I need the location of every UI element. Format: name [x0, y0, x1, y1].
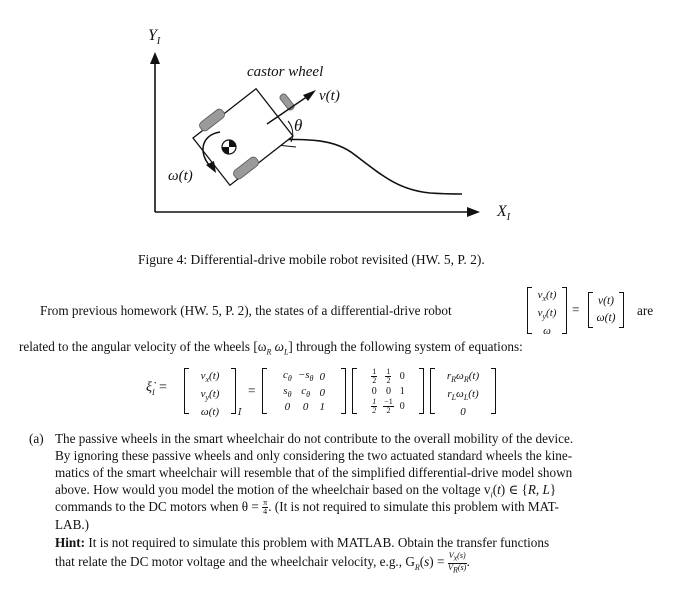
part-a-line5: commands to the DC motors when θ = $\frac{\pi}{4}$ . (It is not required to simulate this problem with MAT-	[55, 498, 559, 517]
paragraph-intro: From previous homework (HW. 5, P. 2), the states of a differential-drive robot	[40, 303, 452, 318]
y-axis-arrow	[150, 52, 160, 64]
part-a-line3: matics of the smart wheelchair will resemble that of the simplified differential-drive model shown	[55, 465, 573, 480]
rotation-matrix: $c_\theta$ $-s_\theta$ 0 $s_\theta$ $c_\theta$ 0 0 0 1	[262, 368, 346, 414]
equals-sign-2: =	[248, 383, 256, 398]
theta-label: θ	[294, 116, 303, 135]
state-vector: $v_x(t)$ $v_y(t)$ ω	[527, 287, 567, 334]
xi-dot-label: $\xi̇_I$ =	[146, 380, 168, 397]
omega-label: ω(t)	[168, 168, 193, 184]
hint-line1: Hint: It is not required to simulate this problem with MATLAB. Obtain the transfer functions	[55, 535, 550, 550]
robot-center-icon	[222, 140, 236, 154]
part-a-line2: By ignoring these passive wheels and only considering the two actuated standard wheels the kine-	[55, 448, 573, 463]
castor-wheel	[279, 93, 296, 111]
y-axis-label: $Y_I$	[148, 27, 161, 48]
word-are: are	[637, 303, 654, 318]
hint-label: Hint:	[55, 535, 86, 550]
robot-figure	[0, 0, 686, 240]
paragraph-line2: related to the angular velocity of the wheels [$\omega_R$ $\omega_L$] through the following system of equations:	[19, 339, 523, 357]
equals-sign-1: =	[572, 302, 580, 317]
xi-subscript: I	[238, 408, 242, 418]
velocity-label: v(t)	[319, 88, 340, 104]
part-a-line4: above. How would you model the motion of the wheelchair based on the voltage $v_i(t)$ ∈ {R, L}	[55, 482, 557, 500]
xi-vector: $v_x(t)$ $v_y(t)$ ω(t)	[184, 368, 236, 414]
part-a-label: (a)	[29, 431, 44, 446]
x-axis-label: $X_I$	[497, 203, 511, 224]
state-vector-rhs: v(t) ω(t)	[588, 292, 624, 328]
part-a-line6: LAB.)	[55, 517, 90, 532]
wheel-matrix: $\frac{1}{2}$ $\frac{1}{2}$ 0 0 0 1 $\frac{1}{2}$ $\frac{-1}{2}$ 0	[352, 368, 424, 414]
x-axis-arrow	[467, 207, 480, 217]
part-a-line1: The passive wheels in the smart wheelchair do not contribute to the overall mobility of the device.	[55, 431, 574, 446]
castor-label: castor wheel	[247, 64, 324, 80]
wheel-speed-vector: $r_R\omega_R(t)$ $r_L\omega_L(t)$ 0	[430, 368, 496, 414]
hint-line2: that relate the DC motor voltage and the wheelchair velocity, e.g., $G_R(s)$ = $\frac{V_x(s)}{V_R(s)}$ .	[55, 551, 470, 575]
figure-caption: Figure 4: Differential-drive mobile robot revisited (HW. 5, P. 2).	[138, 252, 485, 267]
velocity-arrowhead	[303, 90, 316, 101]
